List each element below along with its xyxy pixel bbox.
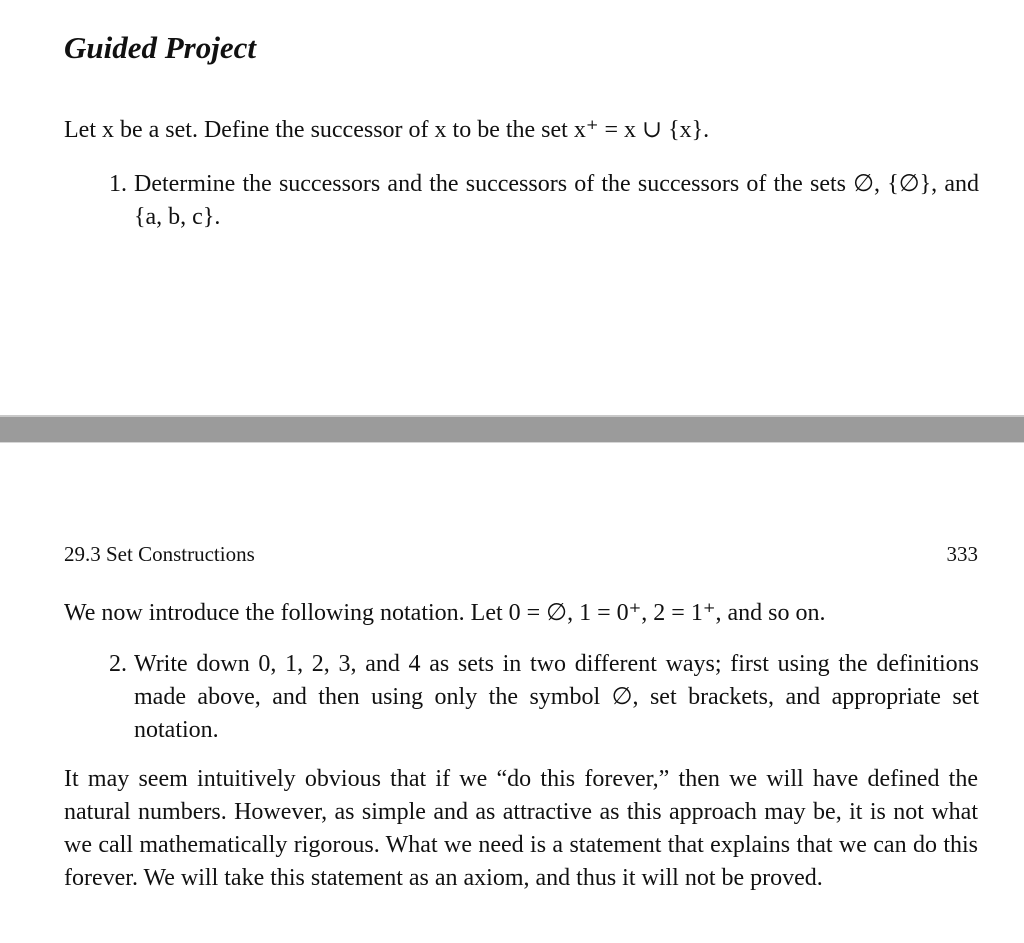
running-head-section: 29.3 Set Constructions xyxy=(64,542,255,566)
exercise-text: Determine the successors and the successors of the successors of the sets ∅, {∅}, and {a, b, c}. xyxy=(134,171,979,230)
top-page xyxy=(0,0,1024,415)
section-heading: Guided Project xyxy=(64,30,256,65)
successor-definition: Let x be a set. Define the successor of x to be the set x⁺ = x ∪ {x}. xyxy=(64,117,710,143)
bottom-page xyxy=(0,443,1024,943)
exercise-item-2 xyxy=(97,648,979,748)
exercise-number: 2. xyxy=(109,651,127,677)
exercise-item-1 xyxy=(97,168,979,238)
exercise-text: Write down 0, 1, 2, 3, and 4 as sets in two different ways; first using the definitions made above, and then using only the symbol ∅, set brackets, and appropriate set notation. xyxy=(134,651,979,743)
closing-paragraph: It may seem intuitively obvious that if we “do this forever,” then we will have defined the natural numbers. However, as simple and as attractive as this approach may be, it is not what we call mathematically rigorous. What we need is a statement that explains that we can do this forever. We will take this statement as an axiom, and thus it will not be proved. xyxy=(64,766,978,891)
exercise-number: 1. xyxy=(109,171,127,197)
page-number: 333 xyxy=(946,542,978,566)
page-divider xyxy=(0,415,1024,443)
notation-paragraph: We now introduce the following notation. Let 0 = ∅, 1 = 0⁺, 2 = 1⁺, and so on. xyxy=(64,600,826,626)
